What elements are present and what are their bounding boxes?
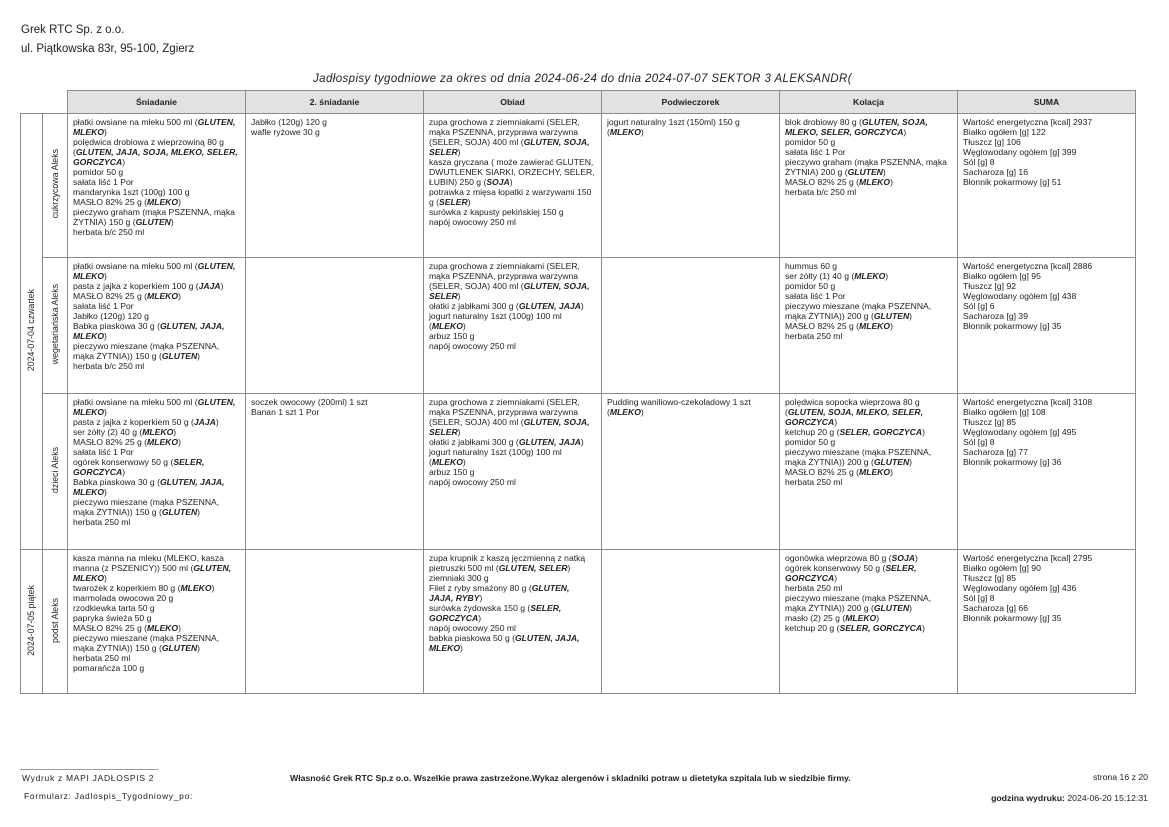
- menu-item: płatki owsiane na mleku 500 ml (GLUTEN, MLEKO): [73, 397, 236, 417]
- allergen-list: GLUTEN, SOJA, SELER: [429, 280, 590, 301]
- menu-row: [21, 394, 1136, 550]
- meal-cell-obiad: [424, 550, 602, 694]
- menu-item: pieczywo mieszane (mąka PSZENNA, mąka ŻYTNIA)) 150 g (GLUTEN): [73, 340, 220, 361]
- menu-item: Babka piaskowa 30 g (GLUTEN, JAJA, MLEKO): [73, 320, 225, 341]
- print-time-value: 2024-06-20 15:12:31: [1067, 793, 1148, 803]
- nutrition-value: Sacharoza [g] 16: [963, 166, 1028, 177]
- nutrition-value: Błonnik pokarmowy [g] 35: [963, 612, 1062, 623]
- menu-item: sałata liść 1 Por: [785, 290, 846, 301]
- menu-item: ziemniaki 300 g: [429, 572, 489, 583]
- nutrition-value: Węglowodany ogółem [g] 436: [963, 582, 1077, 593]
- menu-item: potrawka z mięsa łopatki z warzywami 150 g (SELER): [429, 186, 592, 207]
- menu-item: masło (2) 25 g (MLEKO): [785, 612, 880, 623]
- nutrition-value: Węglowodany ogółem [g] 495: [963, 426, 1077, 437]
- menu-item: pieczywo graham (mąka PSZENNA, mąka ŻYTNIA) 200 g (GLUTEN): [785, 156, 947, 177]
- menu-item: Babka piaskowa 30 g (GLUTEN, JAJA, MLEKO): [73, 476, 225, 497]
- allergen-list: GLUTEN, JAJA, SOJA, MLEKO, SELER, GORCZYCA: [73, 146, 238, 167]
- nutrition-value: Błonnik pokarmowy [g] 51: [963, 176, 1062, 187]
- diet-label: wegetariańska Aleks: [49, 283, 60, 365]
- footer-divider: [20, 769, 158, 770]
- menu-item: zupa grochowa z ziemniakami (SELER, mąka PSZENNA, przyprawa warzywna (SELER, SOJA) 400 ml (GLUTEN, SOJA, SELER): [429, 117, 590, 157]
- allergen-list: SELER, GORCZYCA: [785, 562, 917, 583]
- meal-cell-suma: [958, 550, 1136, 694]
- menu-item: sałata liść 1 Por: [73, 446, 134, 457]
- meal-cell-kolacja: [780, 394, 958, 550]
- menu-item: ogórek konserwowy 50 g (SELER, GORCZYCA): [785, 562, 917, 583]
- menu-item: sałata liść 1 Por: [73, 300, 134, 311]
- menu-row: [21, 258, 1136, 394]
- menu-item: herbata b/c 250 ml: [73, 226, 145, 237]
- menu-item: napój owocowy 250 ml: [429, 216, 516, 227]
- menu-item: sałata liść 1 Por: [785, 146, 846, 157]
- menu-item: arbuz 150 g: [429, 330, 475, 341]
- allergen-list: MLEKO: [142, 426, 174, 437]
- menu-item: MASŁO 82% 25 g (MLEKO): [73, 196, 181, 207]
- allergen-list: SOJA: [891, 553, 915, 563]
- menu-item: wafle ryżowe 30 g: [251, 126, 320, 137]
- allergen-list: SOJA: [486, 176, 510, 187]
- allergen-list: GLUTEN: [161, 506, 198, 517]
- allergen-list: GLUTEN, SOJA, SELER: [429, 416, 590, 437]
- menu-item: pieczywo mieszane (mąka PSZENNA, mąka ŻYTNIA)) 200 g (GLUTEN): [785, 592, 932, 613]
- nutrition-value: Węglowodany ogółem [g] 438: [963, 290, 1077, 301]
- menu-item: jogurt naturalny 1szt (150ml) 150 g (MLEKO): [607, 117, 740, 137]
- meal-cell-suma: [958, 394, 1136, 550]
- menu-item: pieczywo mieszane (mąka PSZENNA, mąka ŻYTNIA)) 150 g (GLUTEN): [73, 496, 220, 517]
- allergen-list: MLEKO: [147, 436, 179, 447]
- day-label: 2024-07-04 czwartek: [26, 288, 37, 372]
- column-header-drugie-sniadanie: 2. śniadanie: [246, 91, 424, 114]
- menu-item: herbata 250 ml: [785, 330, 843, 341]
- diet-label: cukrzycowa Aleks: [49, 149, 60, 219]
- menu-row: [21, 550, 1136, 694]
- nutrition-value: Błonnik pokarmowy [g] 35: [963, 320, 1062, 331]
- meal-cell-suma: [958, 258, 1136, 394]
- allergen-list: MLEKO: [609, 126, 641, 137]
- menu-item: herbata b/c 250 ml: [785, 186, 857, 197]
- menu-item: ketchup 20 g (SELER, GORCZYCA): [785, 426, 925, 437]
- menu-item: płatki owsiane na mleku 500 ml (GLUTEN, MLEKO): [73, 261, 236, 281]
- allergen-list: MLEKO: [431, 456, 463, 467]
- header-spacer: [21, 91, 43, 114]
- meal-cell-drugie-sniadanie: [246, 114, 424, 258]
- menu-item: Banan 1 szt 1 Por: [251, 406, 320, 417]
- allergen-list: GLUTEN, JAJA: [518, 300, 581, 311]
- menu-item: surówka z kapusty pekińskiej 150 g: [429, 206, 564, 217]
- allergen-list: MLEKO: [147, 196, 179, 207]
- menu-item: herbata 250 ml: [785, 582, 843, 593]
- company-address: ul. Piątkowska 83r, 95-100, Zgierz: [21, 43, 195, 55]
- allergen-list: JAJA: [193, 416, 216, 427]
- menu-item: MASŁO 82% 25 g (MLEKO): [785, 320, 893, 331]
- meal-cell-podwieczorek: [602, 114, 780, 258]
- menu-item: zupa grochowa z ziemniakami (SELER, mąka PSZENNA, przyprawa warzywna (SELER, SOJA) 400 ml (GLUTEN, SOJA, SELER): [429, 261, 590, 301]
- menu-item: arbuz 150 g: [429, 466, 475, 477]
- allergen-list: MLEKO: [180, 582, 212, 593]
- nutrition-value: Błonnik pokarmowy [g] 36: [963, 456, 1062, 467]
- menu-item: Jabłko (120g) 120 g: [251, 117, 327, 127]
- allergen-list: GLUTEN, SOJA, MLEKO, SELER, GORCZYCA: [785, 117, 928, 137]
- menu-item: kasza manna na mleku (MLEKO, kasza manna (z PSZENICY)) 500 ml (GLUTEN, MLEKO): [73, 553, 232, 583]
- meal-cell-sniadanie: [68, 114, 246, 258]
- meal-cell-obiad: [424, 394, 602, 550]
- column-header-sniadanie: Śniadanie: [68, 91, 246, 114]
- allergen-list: GLUTEN, MLEKO: [73, 117, 236, 137]
- nutrition-value: Tłuszcz [g] 85: [963, 572, 1017, 583]
- weekly-menu-table: [20, 90, 1136, 694]
- allergen-list: MLEKO: [431, 320, 463, 331]
- nutrition-value: Wartość energetyczna [kcal] 2795: [963, 553, 1093, 563]
- menu-item: blok drobiowy 80 g (GLUTEN, SOJA, MLEKO, SELER, GORCZYCA): [785, 117, 928, 137]
- meal-cell-podwieczorek: [602, 258, 780, 394]
- day-label: 2024-07-05 piątek: [26, 584, 37, 656]
- meal-cell-drugie-sniadanie: [246, 258, 424, 394]
- nutrition-value: Węglowodany ogółem [g] 399: [963, 146, 1077, 157]
- menu-item: MASŁO 82% 25 g (MLEKO): [785, 176, 893, 187]
- meal-cell-obiad: [424, 114, 602, 258]
- menu-item: napój owocowy 250 ml: [429, 476, 516, 487]
- menu-item: mandarynka 1szt (100g) 100 g: [73, 186, 190, 197]
- meal-cell-sniadanie: [68, 550, 246, 694]
- allergen-list: SELER, GORCZYCA: [839, 622, 923, 633]
- allergen-list: GLUTEN, JAJA, MLEKO: [429, 632, 580, 653]
- menu-item: Jabłko (120g) 120 g: [73, 310, 149, 321]
- allergen-list: MLEKO: [147, 622, 179, 633]
- allergen-list: GLUTEN, JAJA, MLEKO: [73, 476, 225, 497]
- menu-item: ser żółty (2) 40 g (MLEKO): [73, 426, 177, 437]
- allergen-list: GLUTEN, SOJA, MLEKO, SELER, GORCZYCA: [785, 406, 923, 427]
- day-label-cell: [21, 550, 43, 694]
- allergen-list: GLUTEN: [161, 350, 198, 361]
- allergen-list: GLUTEN: [135, 216, 171, 227]
- diet-label-cell: [43, 394, 68, 550]
- allergen-list: MLEKO: [845, 612, 877, 623]
- menu-item: surówka żydowska 150 g (SELER, GORCZYCA): [429, 602, 562, 623]
- menu-body: [21, 114, 1136, 694]
- meal-cell-podwieczorek: [602, 550, 780, 694]
- menu-item: rzodkiewka tarta 50 g: [73, 602, 155, 613]
- menu-item: twarożek z koperkiem 80 g (MLEKO): [73, 582, 215, 593]
- allergen-list: MLEKO: [854, 270, 886, 281]
- allergen-list: GLUTEN: [873, 310, 910, 321]
- menu-item: soczek owocowy (200ml) 1 szt: [251, 397, 368, 407]
- nutrition-value: Sól [g] 8: [963, 436, 995, 447]
- footer-form-name: Formularz: Jadlospis_Tygodniowy_po:: [24, 791, 194, 801]
- menu-item: Filet z ryby smażony 80 g (GLUTEN, JAJA, RYBY): [429, 582, 570, 603]
- menu-item: polędwica drobiowa z wieprzowiną 80 g (GLUTEN, JAJA, SOJA, MLEKO, SELER, GORCZYCA): [73, 136, 238, 167]
- menu-item: pieczywo mieszane (mąka PSZENNA, mąka ŻYTNIA)) 200 g (GLUTEN): [785, 300, 932, 321]
- menu-item: jogurt naturalny 1szt (100g) 100 ml (MLEKO): [429, 310, 562, 331]
- menu-item: MASŁO 82% 25 g (MLEKO): [785, 466, 893, 477]
- allergen-list: GLUTEN: [161, 642, 198, 653]
- allergen-list: GLUTEN: [847, 166, 883, 177]
- allergen-list: GLUTEN: [873, 456, 910, 467]
- nutrition-value: Sacharoza [g] 39: [963, 310, 1028, 321]
- menu-row: [21, 114, 1136, 258]
- menu-item: babka piaskowa 50 g (GLUTEN, JAJA, MLEKO): [429, 632, 580, 653]
- menu-item: pasta z jajka z koperkiem 100 g (JAJA): [73, 280, 224, 291]
- diet-label-cell: [43, 258, 68, 394]
- menu-item: kasza gryczana ( może zawierać GLUTEN, DWUTLENEK SIARKI, ORZECHY, SELER, ŁUBIN) 250 g (SOJA): [429, 156, 595, 187]
- menu-item: ołatki z jabłkami 300 g (GLUTEN, JAJA): [429, 300, 584, 311]
- footer-ownership-note: Własność Grek RTC Sp.z o.o. Wszelkie prawa zastrzeżone.Wykaz alergenów i skladniki potraw u dietetyka szpitala lub w siedzibie firmy.: [290, 773, 851, 783]
- header-spacer: [43, 91, 68, 114]
- meal-cell-sniadanie: [68, 394, 246, 550]
- document-title: Jadłospisy tygodniowe za okres od dnia 2024-06-24 do dnia 2024-07-07 SEKTOR 3 ALEKSANDR(: [313, 73, 852, 85]
- meal-cell-drugie-sniadanie: [246, 394, 424, 550]
- allergen-list: GLUTEN, JAJA: [518, 436, 581, 447]
- diet-label-cell: [43, 114, 68, 258]
- allergen-list: SELER, GORCZYCA: [839, 426, 923, 437]
- menu-item: herbata b/c 250 ml: [73, 360, 145, 371]
- menu-item: ołatki z jabłkami 300 g (GLUTEN, JAJA): [429, 436, 584, 447]
- nutrition-value: Wartość energetyczna [kcal] 2886: [963, 261, 1093, 271]
- menu-item: płatki owsiane na mleku 500 ml (GLUTEN, MLEKO): [73, 117, 236, 137]
- allergen-list: MLEKO: [147, 290, 179, 301]
- column-header-podwieczorek: Podwieczorek: [602, 91, 780, 114]
- allergen-list: GLUTEN, MLEKO: [73, 562, 232, 583]
- menu-item: napój owocowy 250 ml: [429, 340, 516, 351]
- menu-item: pomidor 50 g: [785, 436, 836, 447]
- menu-item: hummus 60 g: [785, 261, 838, 271]
- meal-cell-suma: [958, 114, 1136, 258]
- meal-cell-kolacja: [780, 114, 958, 258]
- menu-item: Pudding waniliowo-czekoladowy 1 szt (MLEKO): [607, 397, 751, 417]
- allergen-list: MLEKO: [859, 320, 891, 331]
- menu-item: MASŁO 82% 25 g (MLEKO): [73, 436, 181, 447]
- menu-item: sałata liść 1 Por: [73, 176, 134, 187]
- allergen-list: GLUTEN, SOJA, SELER: [429, 136, 590, 157]
- menu-item: pasta z jajka z koperkiem 50 g (JAJA): [73, 416, 219, 427]
- allergen-list: MLEKO: [859, 176, 891, 187]
- allergen-list: GLUTEN, SELER: [498, 562, 568, 573]
- allergen-list: GLUTEN, MLEKO: [73, 261, 236, 281]
- meal-cell-kolacja: [780, 258, 958, 394]
- allergen-list: SELER, GORCZYCA: [73, 456, 205, 477]
- menu-item: ser żółty (1) 40 g (MLEKO): [785, 270, 889, 281]
- meal-cell-kolacja: [780, 550, 958, 694]
- print-time-label: godzina wydruku:: [991, 793, 1065, 803]
- nutrition-value: Białko ogółem [g] 95: [963, 270, 1041, 281]
- menu-item: jogurt naturalny 1szt (100g) 100 ml (MLEKO): [429, 446, 562, 467]
- allergen-list: JAJA: [198, 280, 221, 291]
- menu-item: ogórek konserwowy 50 g (SELER, GORCZYCA): [73, 456, 205, 477]
- nutrition-value: Sól [g] 8: [963, 156, 995, 167]
- page-number: strona 16 z 20: [1092, 772, 1148, 782]
- menu-item: herbata 250 ml: [73, 516, 131, 527]
- nutrition-value: Białko ogółem [g] 90: [963, 562, 1041, 573]
- meal-cell-drugie-sniadanie: [246, 550, 424, 694]
- nutrition-value: Wartość energetyczna [kcal] 2937: [963, 117, 1093, 127]
- menu-item: papryka świeża 50 g: [73, 612, 152, 623]
- menu-item: pieczywo graham (mąka PSZENNA, mąka ŻYTNIA) 150 g (GLUTEN): [73, 206, 235, 227]
- allergen-list: GLUTEN: [873, 602, 910, 613]
- column-header-kolacja: Kolacja: [780, 91, 958, 114]
- allergen-list: SELER, GORCZYCA: [429, 602, 562, 623]
- allergen-list: GLUTEN, JAJA, RYBY: [429, 582, 570, 603]
- menu-item: herbata 250 ml: [785, 476, 843, 487]
- nutrition-value: Wartość energetyczna [kcal] 3108: [963, 397, 1093, 407]
- nutrition-value: Sacharoza [g] 77: [963, 446, 1028, 457]
- menu-item: pomidor 50 g: [73, 166, 124, 177]
- menu-item: pieczywo mieszane (mąka PSZENNA, mąka ŻYTNIA)) 150 g (GLUTEN): [73, 632, 220, 653]
- menu-item: MASŁO 82% 25 g (MLEKO): [73, 290, 181, 301]
- diet-label: podst Aleks: [49, 597, 60, 643]
- company-name: Grek RTC Sp. z o.o.: [21, 24, 125, 36]
- nutrition-value: Tłuszcz [g] 106: [963, 136, 1021, 147]
- menu-item: ketchup 20 g (SELER, GORCZYCA): [785, 622, 925, 633]
- menu-item: pomidor 50 g: [785, 280, 836, 291]
- diet-label-cell: [43, 550, 68, 694]
- nutrition-value: Tłuszcz [g] 85: [963, 416, 1017, 427]
- header-row: [21, 91, 1136, 114]
- menu-item: marmolada owocowa 20 g: [73, 592, 174, 603]
- footer-print-source: Wydruk z MAPI JADŁOSPIS 2: [22, 773, 155, 783]
- meal-cell-podwieczorek: [602, 394, 780, 550]
- menu-item: zupa krupnik z kaszą jęczmienną z natką pietruszki 500 ml (GLUTEN, SELER): [429, 553, 586, 573]
- column-header-suma: SUMA: [958, 91, 1136, 114]
- nutrition-value: Białko ogółem [g] 122: [963, 126, 1046, 137]
- allergen-list: MLEKO: [859, 466, 891, 477]
- nutrition-value: Sól [g] 6: [963, 300, 995, 311]
- allergen-list: MLEKO: [609, 406, 641, 417]
- menu-item: pieczywo mieszane (mąka PSZENNA, mąka ŻYTNIA)) 200 g (GLUTEN): [785, 446, 932, 467]
- meal-cell-obiad: [424, 258, 602, 394]
- column-header-obiad: Obiad: [424, 91, 602, 114]
- nutrition-value: Sól [g] 8: [963, 592, 995, 603]
- nutrition-value: Białko ogółem [g] 108: [963, 406, 1046, 417]
- menu-item: napój owocowy 250 ml: [429, 622, 516, 633]
- allergen-list: GLUTEN, JAJA, MLEKO: [73, 320, 225, 341]
- menu-item: herbata 250 ml: [73, 652, 131, 663]
- print-timestamp: [991, 793, 1148, 803]
- menu-item: ogonówka wieprzowa 80 g (SOJA): [785, 553, 918, 563]
- menu-item: pomarańcza 100 g: [73, 662, 145, 673]
- menu-item: zupa grochowa z ziemniakami (SELER, mąka PSZENNA, przyprawa warzywna (SELER, SOJA) 400 ml (GLUTEN, SOJA, SELER): [429, 397, 590, 437]
- diet-label: dzieci Aleks: [49, 447, 60, 493]
- menu-item: polędwica sopocka wieprzowa 80 g (GLUTEN, SOJA, MLEKO, SELER, GORCZYCA): [785, 397, 923, 427]
- allergen-list: GLUTEN, MLEKO: [73, 397, 236, 417]
- nutrition-value: Sacharoza [g] 66: [963, 602, 1028, 613]
- day-label-cell: [21, 114, 43, 550]
- nutrition-value: Tłuszcz [g] 92: [963, 280, 1017, 291]
- allergen-list: SELER: [439, 196, 468, 207]
- menu-item: pomidor 50 g: [785, 136, 836, 147]
- menu-item: MASŁO 82% 25 g (MLEKO): [73, 622, 181, 633]
- meal-cell-sniadanie: [68, 258, 246, 394]
